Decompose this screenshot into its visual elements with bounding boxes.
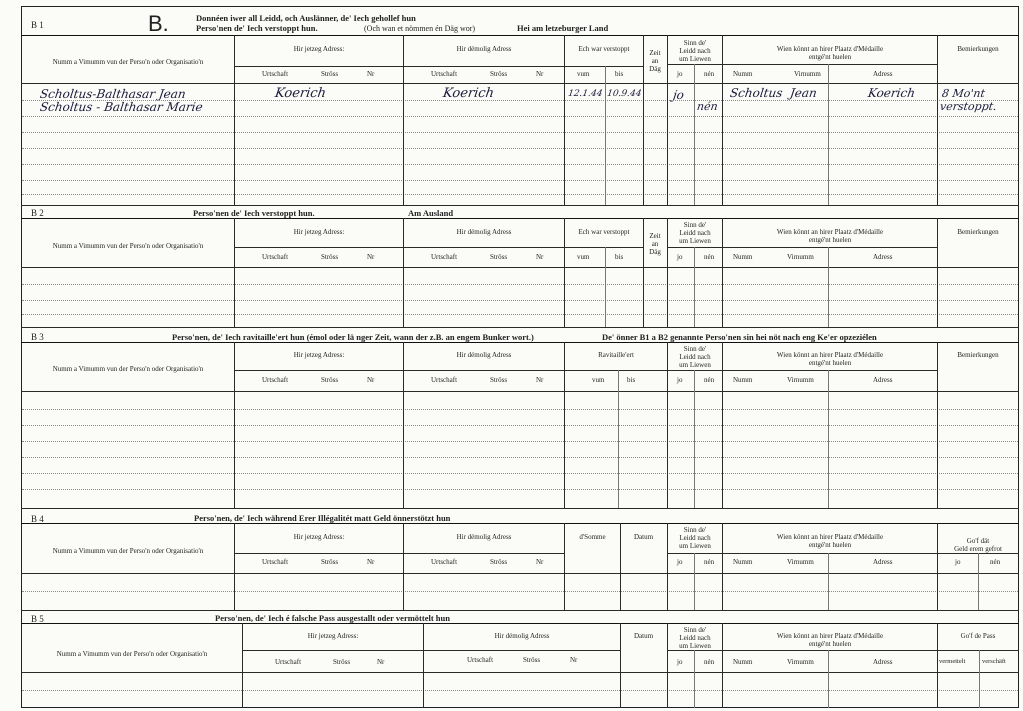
b1-entgent: entgé'nt huelen [808, 53, 852, 61]
entry-demolig: Koerich [441, 86, 495, 101]
b2-sub-nr: Nr [367, 253, 375, 261]
b4-nen: nén [704, 558, 715, 566]
entry-jo: jo [672, 88, 685, 102]
b5-jo: jo [677, 658, 683, 666]
b5-entgent: entgé'nt huelen [808, 640, 852, 648]
b2-numm: Numm [733, 253, 753, 261]
b3-sub-nr: Nr [367, 376, 375, 384]
b2-wien: Wien könnt an hirer Plaatz d'Médaille [776, 228, 884, 236]
b5-verschaft: verschäft [982, 658, 1006, 665]
b5-nen: nén [704, 658, 715, 666]
b2-sub-stross: Ströss [321, 253, 339, 261]
b2-adress: Adress [873, 253, 893, 261]
header-title-line1: Donnéen iwer all Leidd, och Auslänner, de' Iech gehollef hun [196, 13, 416, 23]
b2-leidd: Leidd nach [679, 229, 711, 237]
b4-col-demolig: Hir démolig Adress [456, 533, 512, 541]
b2-nen: nén [704, 253, 715, 261]
b2-bemierkungen: Bemierkungen [957, 228, 999, 236]
b5-sub-nr2: Nr [570, 656, 578, 664]
b1-sub-urtschaft2: Urtschaft [431, 70, 458, 78]
b4-jo: jo [677, 558, 683, 566]
entry-jetzeg: Koerich [273, 86, 327, 101]
b3-col-name: Numm a Vimumm vun der Perso'n oder Organisatio'n [52, 365, 204, 373]
b3-sub-nr2: Nr [536, 376, 544, 384]
b2-liewen: um Liewen [679, 237, 711, 245]
section-b4-title: Perso'nen, de' Iech während Erer Illégalitét matt Geld önnerstötzt hun [194, 513, 451, 523]
header-title-line2c: Hei am letzeburger Land [517, 23, 609, 33]
section-b5-title: Perso'nen, de' Iech é falsche Pass ausgestallt oder vermöttelt hun [215, 613, 450, 623]
b1-sub-vum: vum [577, 70, 590, 78]
b5-col-datum: Datum [633, 632, 654, 640]
b3-liewen: um Liewen [679, 361, 711, 369]
b3-sub-bis: bis [627, 376, 636, 384]
b3-sub-urtschaft2: Urtschaft [431, 376, 458, 384]
b5-sub-stross: Ströss [333, 658, 351, 666]
b1-leidd: Leidd nach [679, 47, 711, 55]
b3-jo: jo [677, 376, 683, 384]
b2-col-jetzeg: Hir jetzeg Adress: [293, 228, 345, 236]
b4-sub-nr: Nr [367, 558, 375, 566]
b1-col-name: Numm a Vimumm vun der Perso'n oder Organisatio'n [52, 58, 204, 66]
b3-col-ravitailleert: Ravitaille'ert [598, 351, 634, 359]
b2-jo: jo [677, 253, 683, 261]
b2-col-verstoppt: Ech war verstoppt [578, 228, 630, 236]
b5-wien: Wien könnt an hirer Plaatz d'Médaille [776, 632, 884, 640]
b1-dag: Däg [649, 65, 661, 73]
b3-numm: Numm [733, 376, 753, 384]
b3-leidd: Leidd nach [679, 353, 711, 361]
b3-bemierkungen: Bemierkungen [957, 351, 999, 359]
b2-col-demolig: Hir démolig Adress [456, 228, 512, 236]
b4-col-dsomme: d'Somme [579, 533, 606, 541]
b1-sub-stross: Ströss [321, 70, 339, 78]
entry-name-1: Scholtus-Balthasar Jean [39, 87, 187, 101]
b5-sub-stross2: Ströss [523, 656, 541, 664]
b3-col-demolig: Hir démolig Adress [456, 351, 512, 359]
b1-sub-nr2: Nr [536, 70, 544, 78]
b1-sub-stross2: Ströss [490, 70, 508, 78]
b2-col-name: Numm a Vimumm vun der Perso'n oder Organisatio'n [52, 242, 204, 250]
b4-sub-stross: Ströss [321, 558, 339, 566]
b2-sub-urtschaft: Urtschaft [262, 253, 289, 261]
b4-col-jetzeg: Hir jetzeg Adress: [293, 533, 345, 541]
section-letter: B. [148, 11, 169, 36]
b2-sinn: Sinn de' [683, 221, 707, 229]
b5-sub-urtschaft2: Urtschaft [467, 656, 494, 664]
b1-col-demolig: Hir démolig Adress [456, 45, 512, 53]
b1-zeit: Zeit [649, 49, 661, 57]
b2-sub-urtschaft2: Urtschaft [431, 253, 458, 261]
b4-geld-erem: Geld erem gefrot [954, 545, 1002, 553]
b3-col-jetzeg: Hir jetzeg Adress: [293, 351, 345, 359]
b4-sub-stross2: Ströss [490, 558, 508, 566]
b4-jo2: jo [955, 558, 961, 566]
b4-gof-dat: Go'f dät [966, 537, 990, 545]
b3-sub-stross2: Ströss [490, 376, 508, 384]
section-b3-note: De' önner B1 a B2 genannte Perso'nen sin hei nöt nach eng Ke'er opzeziélen [602, 332, 877, 342]
b1-nen: nén [704, 70, 715, 78]
section-b4-label: B 4 [31, 514, 44, 524]
b2-zeit: Zeit [649, 232, 661, 240]
section-b1-label: B 1 [31, 20, 44, 30]
section-b2-label: B 2 [31, 208, 44, 218]
section-b2-ausland: Am Ausland [408, 208, 454, 218]
b3-wien: Wien könnt an hirer Plaatz d'Médaille [776, 351, 884, 359]
b1-sub-urtschaft: Urtschaft [262, 70, 289, 78]
b1-an: an [651, 57, 659, 65]
b5-virnumm: Virnumm [787, 658, 814, 666]
b3-sub-stross: Ströss [321, 376, 339, 384]
b4-adress: Adress [873, 558, 893, 566]
b1-bemierkungen: Bemierkungen [957, 45, 999, 53]
b4-liewen: um Liewen [679, 542, 711, 550]
b5-col-name: Numm a Vimumm vun der Perso'n oder Organisatio'n [56, 650, 208, 658]
b4-nen2: nén [990, 558, 1001, 566]
b3-nen: nén [704, 376, 715, 384]
b1-jo: jo [677, 70, 683, 78]
b2-sub-bis: bis [615, 253, 624, 261]
b3-sub-urtschaft: Urtschaft [262, 376, 289, 384]
entry-vum: 12.1.44 [567, 89, 604, 99]
b5-adress: Adress [873, 658, 893, 666]
b4-col-datum: Datum [633, 533, 654, 541]
entry-name-2: Scholtus - Balthasar Marie [39, 100, 204, 114]
b4-numm: Numm [733, 558, 753, 566]
b5-vermettelt: vermettelt [939, 658, 966, 665]
b1-col-jetzeg: Hir jetzeg Adress: [293, 45, 345, 53]
section-b2-title: Perso'nen de' Iech verstoppt hun. [193, 208, 315, 218]
header-title-line2b: (Och wan et nömmen én Däg wor) [364, 24, 476, 33]
entry-nen: nén [696, 100, 719, 113]
entry-med-adress: Koerich [867, 86, 916, 100]
b1-numm: Numm [733, 70, 753, 78]
b3-adress: Adress [873, 376, 893, 384]
b4-wien: Wien könnt an hirer Plaatz d'Médaille [776, 533, 884, 541]
section-b5-label: B 5 [31, 614, 44, 624]
b4-sub-urtschaft2: Urtschaft [431, 558, 458, 566]
b1-liewen: um Liewen [679, 55, 711, 63]
b3-sinn: Sinn de' [683, 345, 707, 353]
b4-virnumm: Virnumm [787, 558, 814, 566]
b5-sinn: Sinn de' [683, 626, 707, 634]
section-b3-label: B 3 [31, 332, 44, 342]
b5-col-jetzeg: Hir jetzeg Adress: [307, 632, 359, 640]
b3-virnumm: Virnumm [787, 376, 814, 384]
b3-sub-vum: vum [592, 376, 605, 384]
b2-virnumm: Virnumm [787, 253, 814, 261]
entry-med-numm: Scholtus [729, 86, 784, 100]
b2-an: an [651, 240, 659, 248]
b1-col-verstoppt: Ech war verstoppt [578, 45, 630, 53]
b5-sub-urtschaft: Urtschaft [275, 658, 302, 666]
b2-sub-nr2: Nr [536, 253, 544, 261]
b5-leidd: Leidd nach [679, 634, 711, 642]
b4-sub-urtschaft: Urtschaft [262, 558, 289, 566]
entry-bem-1: 8 Mo'nt [941, 87, 986, 100]
b3-entgent: entgé'nt huelen [808, 359, 852, 367]
b4-sinn: Sinn de' [683, 526, 707, 534]
b1-sub-nr: Nr [367, 70, 375, 78]
b4-sub-nr2: Nr [536, 558, 544, 566]
b4-col-name: Numm a Vimumm vun der Perso'n oder Organisatio'n [52, 547, 204, 555]
b2-dag: Däg [649, 248, 661, 256]
entry-bis: 10.9.44 [606, 89, 643, 99]
b1-virnumm: Virnumm [794, 70, 821, 78]
entry-med-virnumm: Jean [789, 86, 818, 100]
b5-gof-pass: Go'f de Pass [960, 632, 996, 640]
b2-entgent: entgé'nt huelen [808, 236, 852, 244]
b5-liewen: um Liewen [679, 642, 711, 650]
b4-entgent: entgé'nt huelen [808, 541, 852, 549]
b5-numm: Numm [733, 658, 753, 666]
b1-wien: Wien könnt an hirer Plaatz d'Médaille [776, 45, 884, 53]
section-b3-title: Perso'nen, de' Iech ravitaille'ert hun (émol oder lä nger Zeit, wann der z.B. an engem Bunker wort.) [172, 332, 534, 342]
b1-adress: Adress [873, 70, 893, 78]
b1-sub-bis: bis [615, 70, 624, 78]
b1-sinn: Sinn de' [683, 39, 707, 47]
b2-sub-stross2: Ströss [490, 253, 508, 261]
b5-col-demolig: Hir démolig Adress [494, 632, 550, 640]
b5-sub-nr: Nr [377, 658, 385, 666]
b4-leidd: Leidd nach [679, 534, 711, 542]
entry-bem-2: verstoppt. [939, 100, 998, 113]
b2-sub-vum: vum [577, 253, 590, 261]
header-title-line2a: Perso'nen de' Iech verstoppt hun. [196, 23, 318, 33]
